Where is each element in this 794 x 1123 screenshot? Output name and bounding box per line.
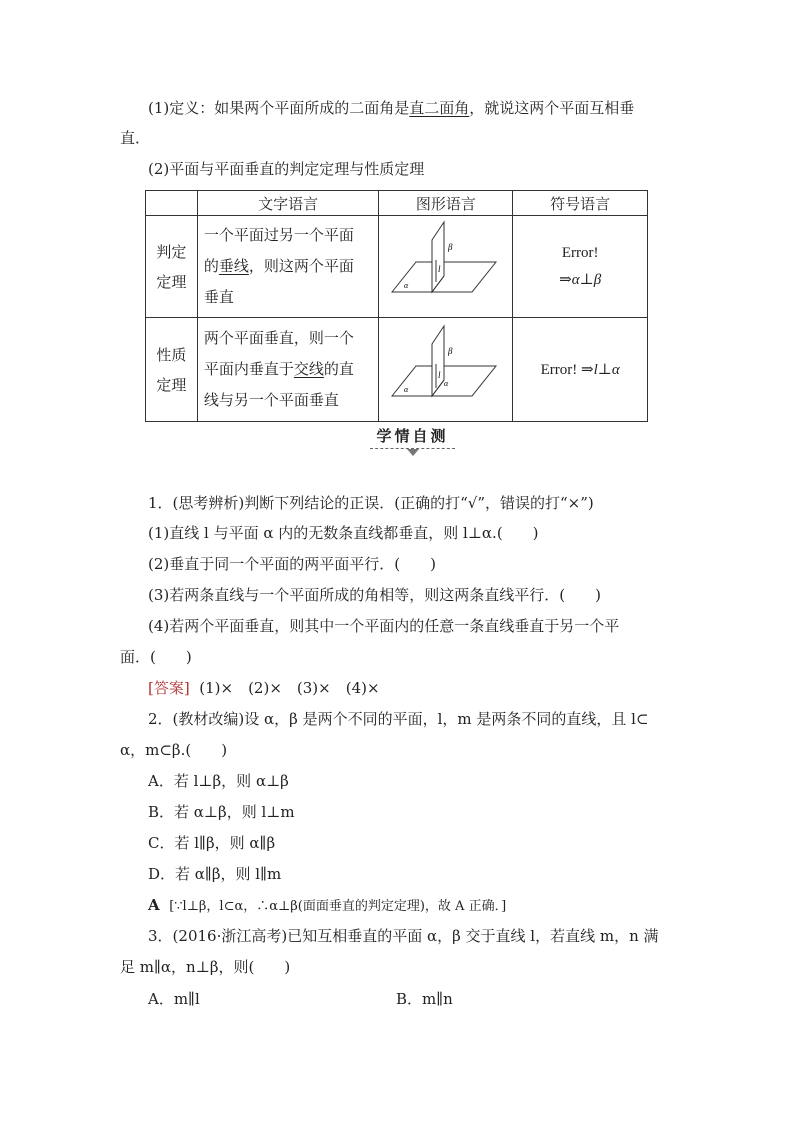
table-row bbox=[146, 216, 648, 318]
header-corner bbox=[146, 191, 198, 216]
q2-option-c: C．若 l∥β，则 α∥β bbox=[148, 834, 276, 852]
definition-continuation: 直． bbox=[120, 129, 151, 147]
banner-title: 学情自测 bbox=[376, 427, 449, 445]
chevron-down-icon bbox=[407, 449, 419, 456]
header-symbol-language: 符号语言 bbox=[513, 191, 648, 216]
q1-stem: 1．(思考辨析)判断下列结论的正误．(正确的打“√”，错误的打“×”) bbox=[148, 494, 594, 512]
alpha-label: α bbox=[443, 378, 449, 388]
perpendicular-planes-figure bbox=[386, 220, 506, 310]
symbol-error: Error! bbox=[540, 362, 578, 378]
text-part: 的 bbox=[203, 257, 219, 275]
q3-stem-continuation: 足 m∥α，n⊥β，则( ) bbox=[120, 958, 291, 976]
symbol-conclusion: ⇒l⊥α bbox=[581, 362, 620, 378]
row-label-line: 定理 bbox=[156, 375, 187, 394]
q3-stem: 3．(2016·浙江高考)已知互相垂直的平面 α，β 交于直线 l，若直线 m，n 满 bbox=[148, 927, 659, 945]
symbol-conclusion: ⇒α⊥β bbox=[559, 271, 602, 288]
criterion-symbol bbox=[513, 216, 648, 318]
alpha-label: α bbox=[403, 384, 409, 394]
text-line: 两个平面垂直，则一个 bbox=[203, 329, 354, 347]
theorem-table bbox=[145, 190, 648, 422]
q3-option-a: A．m∥l bbox=[148, 990, 200, 1008]
l-label: l bbox=[437, 369, 441, 380]
l-label: l bbox=[437, 263, 441, 274]
symbol-error: Error! bbox=[561, 244, 599, 261]
beta-label: β bbox=[447, 241, 453, 252]
text-line bbox=[204, 354, 373, 385]
row-label-line: 性质 bbox=[156, 345, 187, 364]
row-label-line: 判定 bbox=[156, 242, 187, 261]
definition-prefix: (1)定义：如果两个平面所成的二面角是 bbox=[148, 99, 410, 117]
table-header-row bbox=[146, 191, 648, 216]
row-label-criterion bbox=[146, 216, 198, 318]
underlined-term: 垂线 bbox=[218, 257, 249, 275]
q1-item-1: (1)直线 l 与平面 α 内的无数条直线都垂直，则 l⊥α.( ) bbox=[148, 524, 539, 542]
text-line bbox=[204, 251, 373, 282]
q1-answer bbox=[148, 678, 380, 698]
q3-option-b: B．m∥n bbox=[396, 990, 453, 1008]
definition-line bbox=[148, 98, 634, 118]
q2-answer bbox=[148, 895, 506, 917]
table-row bbox=[146, 318, 648, 422]
header-text-language: 文字语言 bbox=[197, 191, 379, 216]
definition-term: 直二面角 bbox=[409, 99, 470, 117]
answer-text: (1)× (2)× (3)× (4)× bbox=[199, 679, 380, 697]
q1-item-2: (2)垂直于同一个平面的两平面平行．( ) bbox=[148, 555, 436, 573]
header-figure-language: 图形语言 bbox=[379, 191, 513, 216]
beta-label: β bbox=[447, 345, 453, 356]
underlined-term: 交线 bbox=[293, 360, 324, 378]
self-test-banner bbox=[370, 425, 455, 456]
q2-option-d: D．若 α∥β，则 l∥m bbox=[148, 865, 282, 883]
property-text bbox=[197, 318, 379, 422]
section-2-title: (2)平面与平面垂直的判定定理与性质定理 bbox=[148, 160, 425, 178]
criterion-figure bbox=[379, 216, 513, 318]
text-line: 线与另一个平面垂直 bbox=[203, 391, 339, 409]
text-line: 垂直 bbox=[203, 288, 234, 306]
answer-label: [答案] bbox=[148, 679, 190, 697]
q2-option-b: B．若 α⊥β，则 l⊥m bbox=[148, 803, 295, 821]
q1-item-4: (4)若两个平面垂直，则其中一个平面内的任意一条直线垂直于另一个平 bbox=[148, 617, 620, 635]
text-part: ，则这两个平面 bbox=[248, 257, 354, 275]
answer-letter: A bbox=[148, 896, 160, 914]
row-label-property bbox=[146, 318, 198, 422]
perpendicular-planes-figure bbox=[386, 322, 506, 414]
q2-stem: 2．(教材改编)设 α，β 是两个不同的平面，l，m 是两条不同的直线，且 l⊂ bbox=[148, 710, 649, 728]
text-part: 平面内垂直于 bbox=[203, 360, 294, 378]
q1-item-3: (3)若两条直线与一个平面所成的角相等，则这两条直线平行．( ) bbox=[148, 586, 601, 604]
answer-explanation: [∵l⊥β，l⊂α，∴α⊥β(面面垂直的判定定理)，故 A 正确．] bbox=[169, 899, 507, 914]
text-part: 的直 bbox=[323, 360, 354, 378]
q2-option-a: A．若 l⊥β，则 α⊥β bbox=[148, 772, 289, 790]
alpha-label: α bbox=[403, 280, 409, 290]
q1-item-4-continuation: 面．( ) bbox=[120, 648, 192, 666]
property-figure bbox=[379, 318, 513, 422]
text-line: 一个平面过另一个平面 bbox=[203, 226, 354, 244]
definition-suffix: ，就说这两个平面互相垂 bbox=[469, 99, 635, 117]
row-label-line: 定理 bbox=[156, 272, 187, 291]
criterion-text bbox=[197, 216, 379, 318]
q2-stem-continuation: α，m⊂β.( ) bbox=[120, 741, 228, 759]
property-symbol bbox=[513, 318, 648, 422]
